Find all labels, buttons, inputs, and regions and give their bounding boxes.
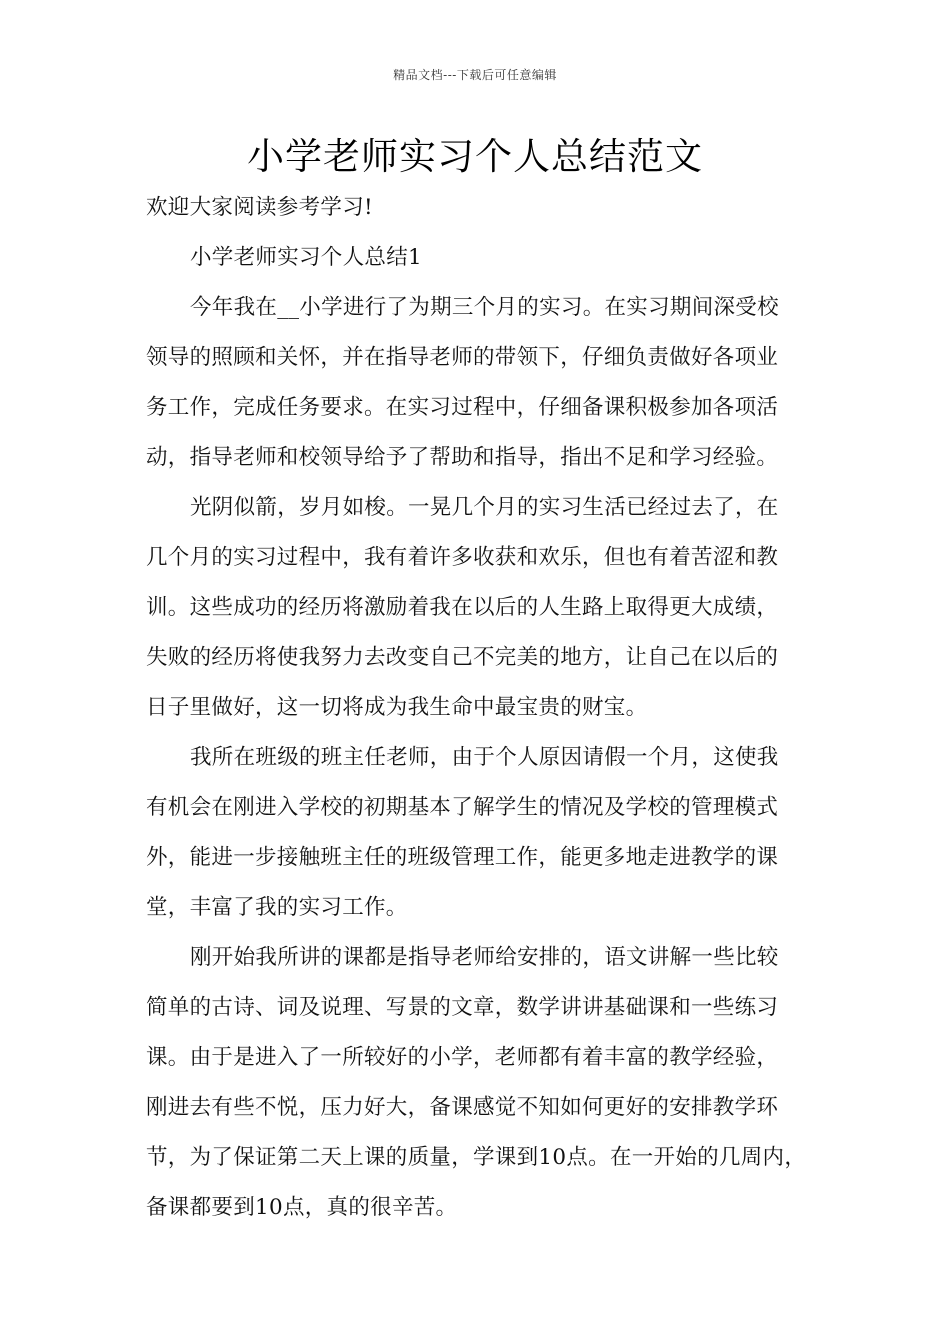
- paragraph-line: 今年我在__小学进行了为期三个月的实习。在实习期间深受校: [190, 295, 779, 320]
- paragraph-line: 失败的经历将使我努力去改变自己不完美的地方，让自己在以后的: [146, 645, 779, 670]
- paragraph-3: [146, 733, 826, 933]
- intro-text: 欢迎大家阅读参考学习!: [146, 195, 373, 220]
- paragraph-line: 日子里做好，这一切将成为我生命中最宝贵的财宝。: [146, 695, 648, 720]
- paragraph-line: 有机会在刚进入学校的初期基本了解学生的情况及学校的管理模式: [146, 795, 779, 820]
- page-header: 精品文档---下载后可任意编辑: [393, 68, 557, 82]
- paragraph-2: [146, 483, 826, 733]
- paragraph-line: 简单的古诗、词及说理、写景的文章，数学讲讲基础课和一些练习: [146, 995, 779, 1020]
- paragraph-line: 光阴似箭，岁月如梭。一晃几个月的实习生活已经过去了，在: [190, 495, 779, 520]
- paragraph-line: 刚开始我所讲的课都是指导老师给安排的，语文讲解一些比较: [190, 945, 779, 970]
- paragraph-line: 外，能进一步接触班主任的班级管理工作，能更多地走进教学的课: [146, 845, 779, 870]
- paragraph-4: [146, 933, 826, 1233]
- section-heading: 小学老师实习个人总结1: [190, 245, 422, 270]
- paragraph-1: [146, 283, 826, 483]
- paragraph-line: 刚进去有些不悦，压力好大，备课感觉不知如何更好的安排教学环: [146, 1095, 779, 1120]
- paragraph-line: 节，为了保证第二天上课的质量，学课到10点。在一开始的几周内，: [146, 1145, 807, 1170]
- paragraph-line: 动，指导老师和校领导给予了帮助和指导，指出不足和学习经验。: [146, 445, 779, 470]
- paragraph-line: 我所在班级的班主任老师，由于个人原因请假一个月，这使我: [190, 745, 779, 770]
- document-body: [146, 183, 826, 1233]
- paragraph-line: 几个月的实习过程中，我有着许多收获和欢乐，但也有着苦涩和教: [146, 545, 779, 570]
- page-title: 小学老师实习个人总结范文: [247, 135, 703, 178]
- paragraph-line: 领导的照顾和关怀，并在指导老师的带领下，仔细负责做好各项业: [146, 345, 779, 370]
- paragraph-line: 训。这些成功的经历将激励着我在以后的人生路上取得更大成绩，: [146, 595, 779, 620]
- paragraph-line: 堂，丰富了我的实习工作。: [146, 895, 408, 920]
- paragraph-line: 课。由于是进入了一所较好的小学，老师都有着丰富的教学经验，: [146, 1045, 779, 1070]
- paragraph-line: 务工作，完成任务要求。在实习过程中，仔细备课积极参加各项活: [146, 395, 779, 420]
- paragraph-line: 备课都要到10点，真的很辛苦。: [146, 1195, 458, 1220]
